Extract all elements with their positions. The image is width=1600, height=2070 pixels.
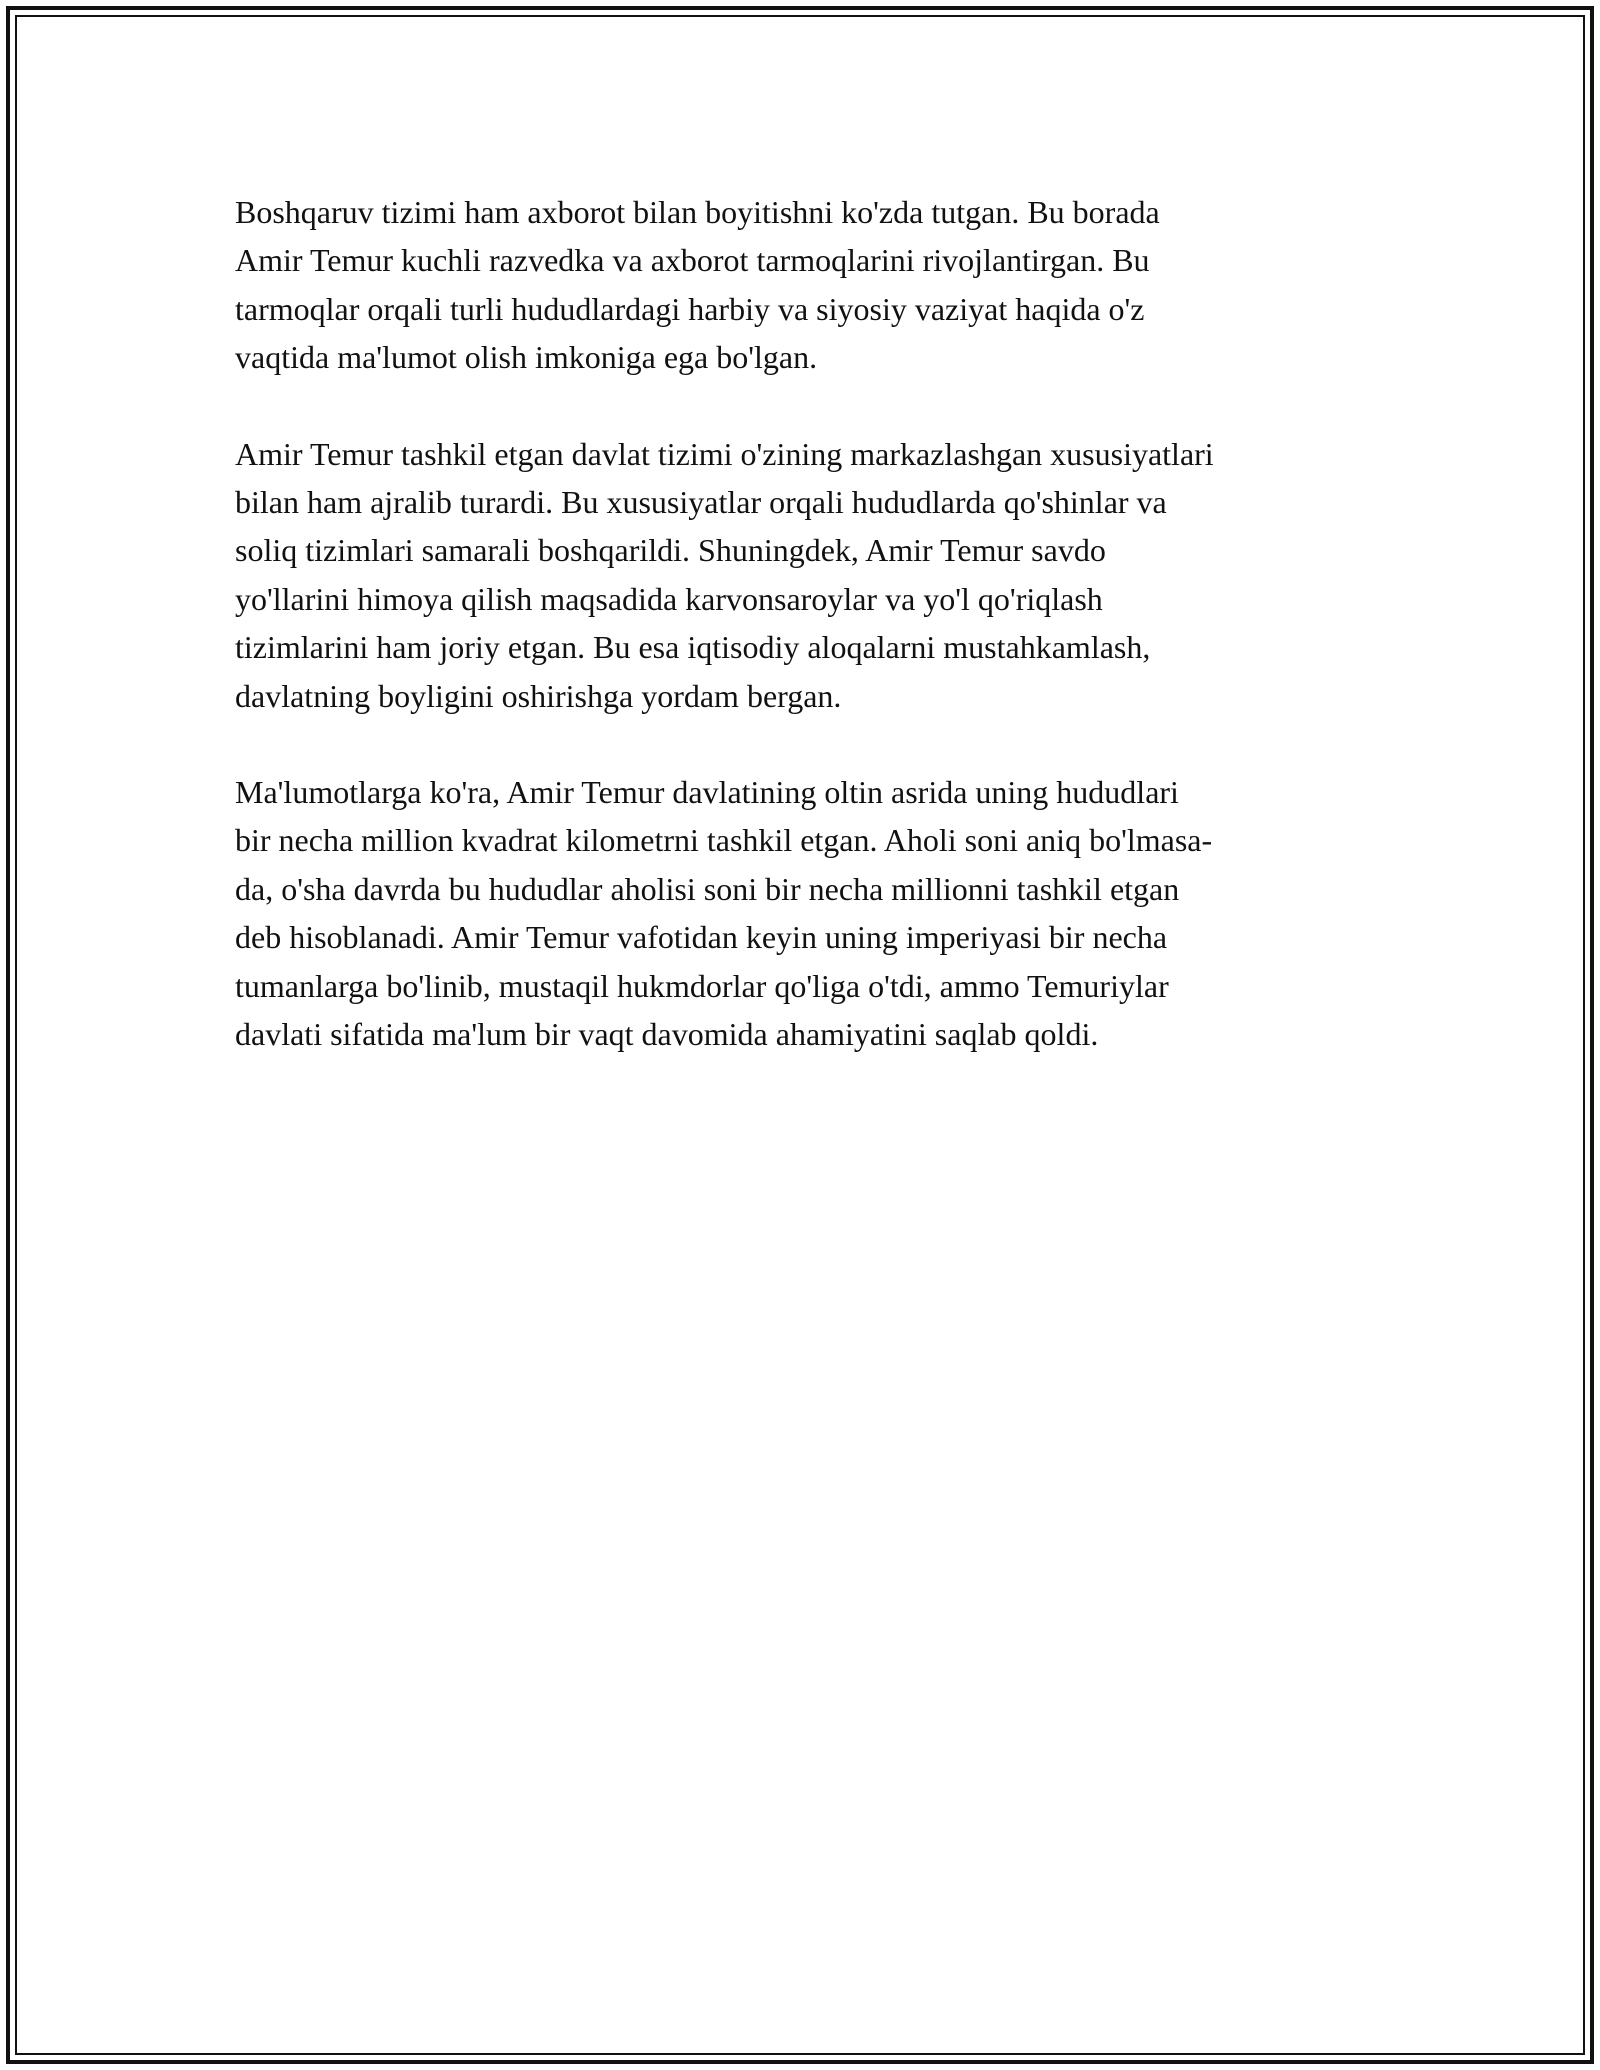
paragraph-1 xyxy=(235,188,1385,382)
document-body xyxy=(235,188,1385,1107)
text-line: Amir Temur tashkil etgan davlat tizimi o'zining markazlashgan xususiyatlari xyxy=(235,435,1214,472)
text-line: soliq tizimlari samarali boshqarildi. Shuningdek, Amir Temur savdo xyxy=(235,532,1106,569)
text-line: Boshqaruv tizimi ham axborot bilan boyitishni ko'zda tutgan. Bu borada xyxy=(235,194,1160,230)
text-line: bilan ham ajralib turardi. Bu xususiyatlar orqali hududlarda qo'shinlar va xyxy=(235,484,1167,521)
text-line: davlati sifatida ma'lum bir vaqt davomida ahamiyatini saqlab qoldi. xyxy=(235,1016,1099,1053)
paragraph-3 xyxy=(235,768,1385,1058)
text-line: Ma'lumotlarga ko'ra, Amir Temur davlatining oltin asrida uning hududlari xyxy=(235,774,1179,811)
text-line: yo'llarini himoya qilish maqsadida karvonsaroylar va yo'l qo'riqlash xyxy=(235,580,1103,617)
text-line: da, o'sha davrda bu hududlar aholisi soni bir necha millionni tashkil etgan xyxy=(235,870,1180,907)
text-line: tumanlarga bo'linib, mustaqil hukmdorlar qo'liga o'tdi, ammo Temuriylar xyxy=(235,967,1169,1004)
text-line: davlatning boyligini oshirishga yordam bergan. xyxy=(235,677,842,714)
paragraph-2 xyxy=(235,430,1385,720)
text-line: bir necha million kvadrat kilometrni tashkil etgan. Aholi soni aniq bo'lmasa- xyxy=(235,822,1213,859)
text-line: tizimlarini ham joriy etgan. Bu esa iqtisodiy aloqalarni mustahkamlash, xyxy=(235,629,1151,666)
text-line: deb hisoblanadi. Amir Temur vafotidan keyin uning imperiyasi bir necha xyxy=(235,919,1168,956)
text-line: vaqtida ma'lumot olish imkoniga ega bo'lgan. xyxy=(235,339,818,376)
text-line: tarmoqlar orqali turli hududlardagi harbiy va siyosiy vaziyat haqida o'z xyxy=(235,290,1145,327)
text-line: Amir Temur kuchli razvedka va axborot tarmoqlarini rivojlantirgan. Bu xyxy=(235,242,1150,279)
